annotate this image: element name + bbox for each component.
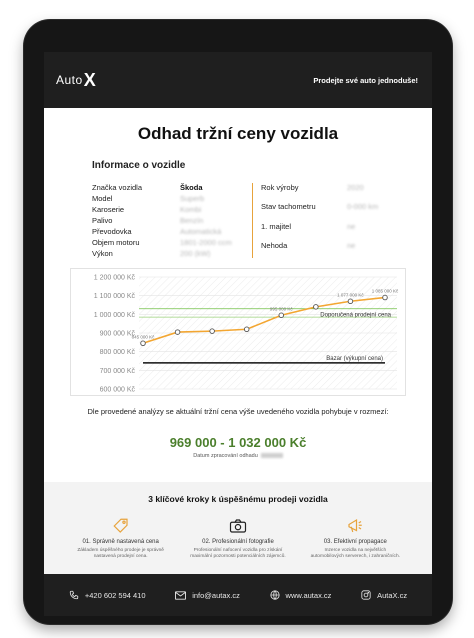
data-point: [244, 327, 249, 332]
date-value-blurred: [261, 453, 283, 458]
vehicle-info: [92, 183, 432, 258]
steps-row: [44, 516, 432, 560]
instagram-icon: [361, 590, 371, 600]
y-tick-label: 600 000 Kč: [99, 386, 135, 394]
value-engine: 1801-2000 ccm: [180, 238, 232, 247]
reference-line-label: Doporučená prodejní cena: [320, 312, 391, 319]
data-point: [348, 299, 353, 304]
reference-line-label: Bazar (výkupní cena): [326, 355, 383, 362]
step-desc: Inzerce vozidla na největších automobilových serverech, i zahraničních.: [310, 548, 400, 559]
step-price: [73, 516, 169, 560]
footer-phone-text: +420 602 594 410: [84, 590, 146, 600]
footer-instagram[interactable]: [361, 590, 407, 600]
label-brand: Značka vozidla: [92, 183, 143, 192]
step-desc: Základem úspěšného prodeje je správně nastavená prodejní cena.: [77, 548, 164, 559]
date-label: Datum zpracování odhadu: [193, 453, 258, 459]
y-tick-label: 700 000 Kč: [99, 367, 135, 375]
label-accident: Nehoda: [261, 240, 288, 250]
y-tick-label: 1 000 000 Kč: [93, 311, 135, 319]
footer-phone[interactable]: [69, 590, 146, 600]
megaphone-icon: [307, 516, 403, 536]
footer-email[interactable]: [175, 591, 240, 600]
data-point: [210, 329, 215, 334]
label-odometer: Stav tachometru: [261, 202, 316, 212]
vehicle-info-left: [92, 183, 244, 258]
phone-icon: [69, 590, 79, 600]
price-range: 969 000 - 1 032 000 Kč: [169, 435, 307, 450]
vehicle-info-heading: Informace o vozidle: [92, 160, 186, 171]
price-tag-icon: [73, 516, 169, 536]
label-engine: Objem motoru: [92, 238, 140, 247]
data-point: [175, 330, 180, 335]
tablet-frame: [24, 20, 452, 624]
vehicle-info-right: [252, 183, 407, 258]
price-chart-svg: [71, 269, 407, 397]
value-accident: ne: [347, 240, 356, 250]
data-point: [314, 305, 319, 310]
value-body: Kombi: [180, 205, 202, 214]
mail-icon: [175, 591, 186, 600]
label-gearbox: Převodovka: [92, 227, 132, 236]
value-odometer: 0-000 km: [347, 202, 379, 212]
globe-icon: [270, 590, 280, 600]
camera-icon: [190, 516, 286, 536]
footer-instagram-text: AutaX.cz: [377, 590, 408, 600]
footer: [44, 574, 432, 616]
data-point: [141, 341, 146, 346]
top-bar: [44, 52, 432, 108]
value-gearbox: Automatická: [180, 227, 222, 236]
step-desc: Profesionální nafocení vozidla pro získání maximální pozornosti potenciálních zájemců.: [190, 548, 286, 559]
label-power: Výkon: [92, 249, 113, 258]
step-title: 02. Profesionální fotografie: [202, 539, 274, 545]
value-model: Superb: [180, 194, 205, 203]
data-label: 995 000 Kč: [269, 306, 293, 312]
step-title: 01. Správně nastavená cena: [82, 539, 159, 545]
data-label: 1 077 000 Kč: [337, 292, 364, 298]
y-tick-label: 900 000 Kč: [99, 330, 135, 338]
value-brand: Škoda: [180, 183, 203, 192]
data-label: 845 000 Kč: [131, 334, 155, 340]
data-label: 1 085 000 Kč: [371, 288, 399, 294]
label-year: Rok výroby: [261, 183, 299, 192]
logo-text: Auto: [56, 73, 83, 87]
logo-x: X: [83, 70, 97, 90]
summary-text: Dle provedené analýzy se aktuální tržní cena výše uvedeného vozidla pohybuje v rozmezí:: [87, 407, 389, 416]
label-model: Model: [92, 194, 113, 203]
step-promo: [307, 516, 403, 560]
y-tick-label: 1 100 000 Kč: [93, 293, 135, 301]
steps-section: [44, 482, 432, 574]
value-year: 2020: [347, 183, 364, 192]
value-power: 200 (kW): [180, 249, 211, 258]
y-tick-label: 800 000 Kč: [99, 349, 135, 357]
data-point: [383, 295, 388, 300]
value-first-owner: ne: [347, 221, 356, 231]
steps-heading: 3 klíčové kroky k úspěšnému prodeji vozidla: [148, 494, 328, 504]
step-title: 03. Efektivní propagace: [323, 539, 387, 545]
step-photo: [190, 516, 286, 560]
page-title: Odhad tržní ceny vozidla: [137, 124, 339, 143]
value-fuel: Benzín: [180, 216, 204, 225]
label-body: Karoserie: [92, 205, 125, 214]
date-line: [44, 453, 432, 459]
footer-email-text: info@autax.cz: [192, 590, 240, 600]
report-screen: [44, 52, 432, 616]
footer-web-text: www.autax.cz: [285, 590, 332, 600]
label-first-owner: 1. majitel: [261, 221, 292, 231]
price-chart: [70, 268, 406, 396]
autax-logo[interactable]: [56, 71, 96, 89]
data-point: [279, 313, 284, 318]
footer-web[interactable]: [270, 590, 332, 600]
label-fuel: Palivo: [92, 216, 113, 225]
y-tick-label: 1 200 000 Kč: [93, 274, 135, 282]
tagline: Prodejte své auto jednoduše!: [313, 75, 418, 85]
